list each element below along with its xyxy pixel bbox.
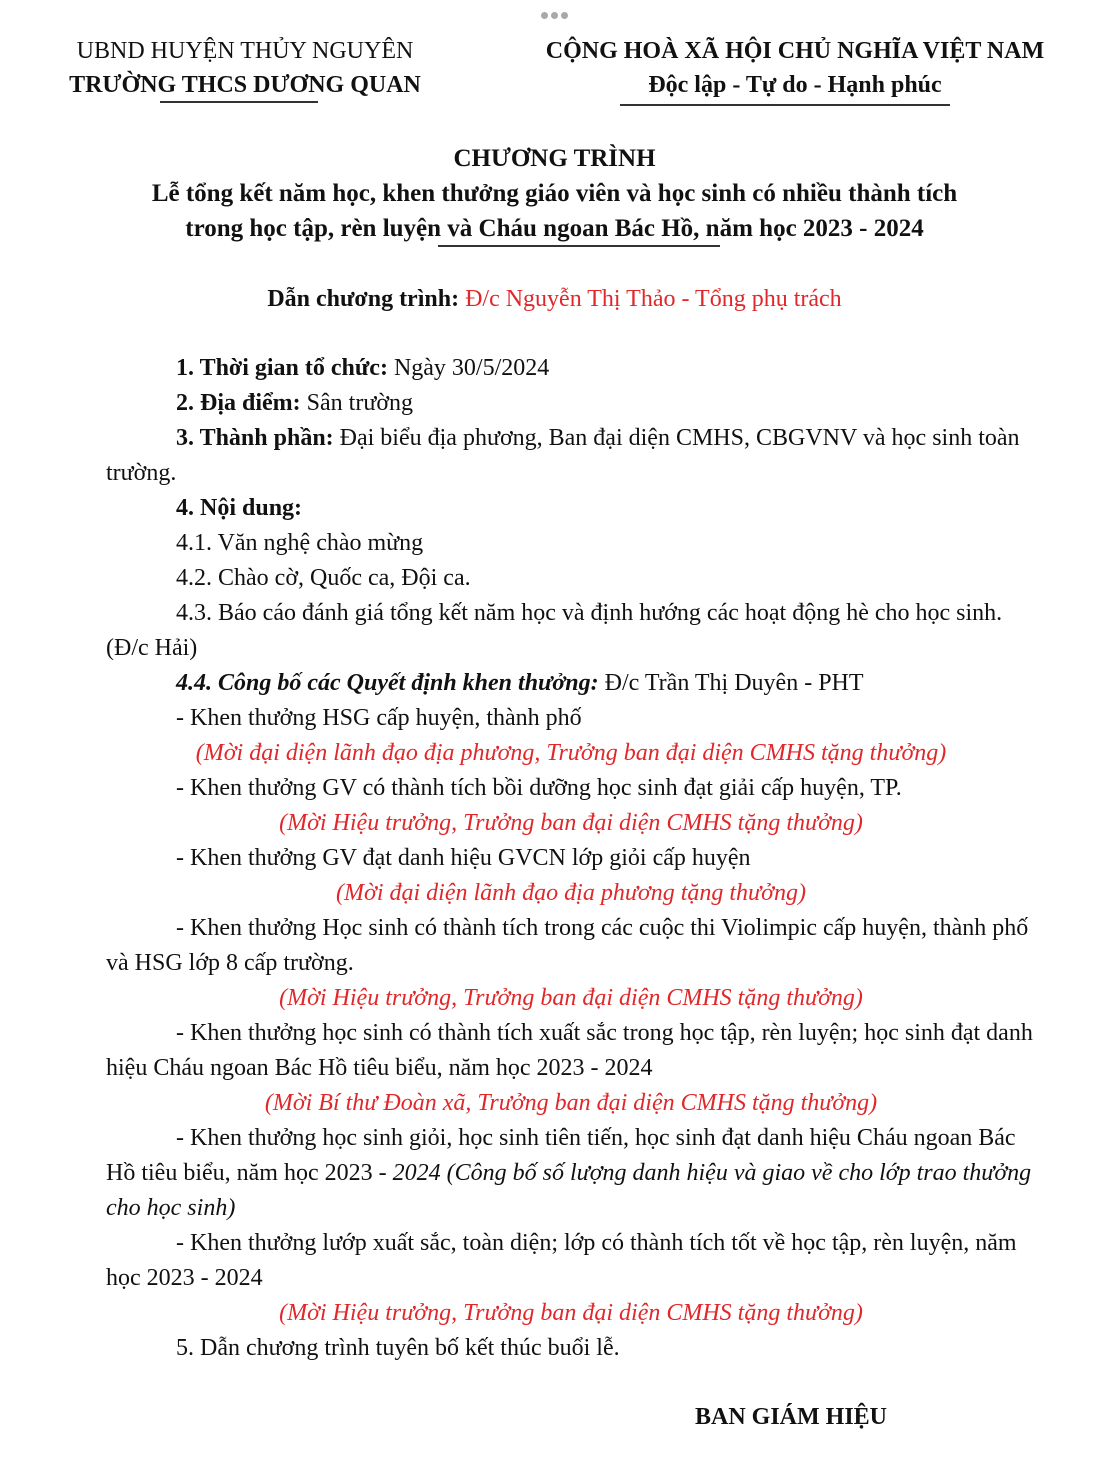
award-invite: (Mời đại diện lãnh đạo địa phương, Trưởng ban đại diện CMHS tặng thưởng) <box>195 740 947 766</box>
issuer-underline <box>160 101 318 103</box>
content-heading: 4. Nội dung: <box>176 495 303 521</box>
document-title: CHƯƠNG TRÌNH <box>453 145 656 172</box>
members-item: 3. Thành phần: Đại biểu địa phương, Ban đại diện CMHS, CBGVNV và học sinh toàn trường. <box>106 425 1020 486</box>
award-invite: (Mời đại diện lãnh đạo địa phương tặng thưởng) <box>336 880 806 906</box>
signature-block: BAN GIÁM HIỆU <box>695 1404 888 1430</box>
closing-item: 5. Dẫn chương trình tuyên bố kết thúc buổi lễ. <box>176 1335 620 1361</box>
host-line <box>0 282 1109 317</box>
program-body <box>106 351 1036 1366</box>
award-invite: (Mời Hiệu trưởng, Trưởng ban đại diện CMHS tặng thưởng) <box>279 985 863 1011</box>
award-invite: (Mời Hiệu trưởng, Trưởng ban đại diện CMHS tặng thưởng) <box>279 810 863 836</box>
subtitle-underline <box>438 245 720 247</box>
award-item: - Khen thưởng lướp xuất sắc, toàn diện; lớp có thành tích tốt về học tập, rèn luyện, năm học 2023 - 2024 <box>106 1230 1017 1291</box>
issuer-authority: UBND HUYỆN THỦY NGUYÊN <box>76 38 414 64</box>
issuer-school: TRƯỜNG THCS DƯƠNG QUAN <box>69 72 421 98</box>
document-subtitle-line2: trong học tập, rèn luyện và Cháu ngoan Bác Hồ, năm học 2023 - 2024 <box>185 215 924 242</box>
content-item-4-3: 4.3. Báo cáo đánh giá tổng kết năm học và định hướng các hoạt động hè cho học sinh. (Đ/c Hải) <box>106 600 1003 661</box>
motto: Độc lập - Tự do - Hạnh phúc <box>648 72 942 98</box>
award-invite: (Mời Hiệu trưởng, Trưởng ban đại diện CMHS tặng thưởng) <box>279 1300 863 1326</box>
award-item: - Khen thưởng GV đạt danh hiệu GVCN lớp giỏi cấp huyện <box>176 845 751 871</box>
award-item: - Khen thưởng GV có thành tích bồi dưỡng học sinh đạt giải cấp huyện, TP. <box>176 775 902 801</box>
place-item: 2. Địa điểm: Sân trường <box>176 390 414 416</box>
motto-underline <box>620 104 950 106</box>
host-value: Đ/c Nguyễn Thị Thảo - Tổng phụ trách <box>465 286 842 312</box>
host-label: Dẫn chương trình: <box>267 286 460 312</box>
award-item: - Khen thưởng Học sinh có thành tích trong các cuộc thi Violimpic cấp huyện, thành phố và HSG lớp 8 cấp trường. <box>106 915 1029 976</box>
national-motto-block <box>515 34 1075 102</box>
content-item-4-2: 4.2. Chào cờ, Quốc ca, Đội ca. <box>176 565 471 591</box>
time-item: 1. Thời gian tổ chức: Ngày 30/5/2024 <box>176 355 550 381</box>
award-item: - Khen thưởng học sinh có thành tích xuất sắc trong học tập, rèn luyện; học sinh đạt danh hiệu Cháu ngoan Bác Hồ tiêu biểu, năm học 2023 - 2024 <box>106 1020 1033 1081</box>
document-subtitle-line1: Lễ tổng kết năm học, khen thưởng giáo viên và học sinh có nhiều thành tích <box>151 180 958 207</box>
award-invite: (Mời Bí thư Đoàn xã, Trưởng ban đại diện CMHS tặng thưởng) <box>264 1090 878 1116</box>
more-options-icon[interactable] <box>0 6 1109 24</box>
country-name: CỘNG HOÀ XÃ HỘI CHỦ NGHĨA VIỆT NAM <box>545 38 1045 64</box>
content-item-4-4: 4.4. Công bố các Quyết định khen thưởng: Đ/c Trần Thị Duyên - PHT <box>176 670 864 696</box>
issuer-block <box>40 34 450 102</box>
content-item-4-1: 4.1. Văn nghệ chào mừng <box>176 530 424 556</box>
award-item: - Khen thưởng học sinh giỏi, học sinh tiên tiến, học sinh đạt danh hiệu Cháu ngoan Bác Hồ tiêu biểu, năm học 2023 - 2024 (Công bố số lượng danh hiệu và giao về cho lớp trao thưởng cho học sinh) <box>106 1125 1032 1221</box>
award-item: - Khen thưởng HSG cấp huyện, thành phố <box>176 705 582 731</box>
